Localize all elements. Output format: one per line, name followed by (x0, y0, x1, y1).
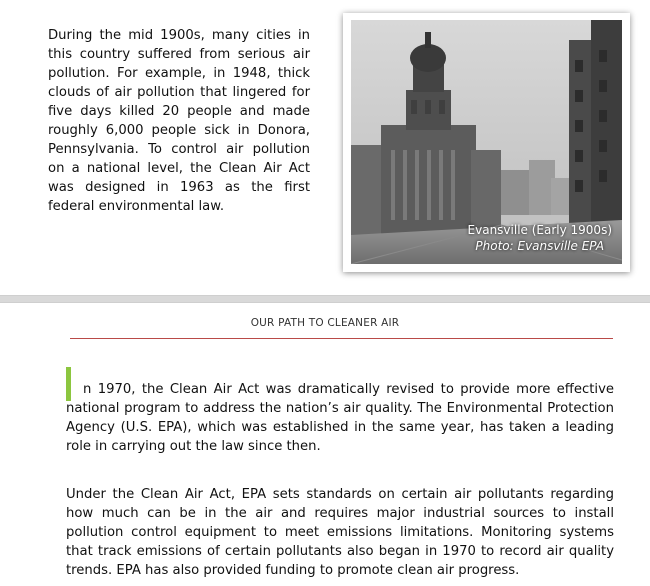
evansville-photo (351, 20, 622, 264)
body-paragraph-1: n 1970, the Clean Air Act was dramatically revised to provide more effective national program to address the nation’s air quality. The Environmental Protection Agency (U.S. EPA), which was established in the same year, has taken a leading role in carrying out the law since then. (66, 382, 614, 454)
section-title: OUR PATH TO CLEANER AIR (250, 317, 400, 329)
photo-frame (343, 13, 630, 272)
page-bottom (0, 302, 650, 586)
photo-caption-credit: Photo: Evansville EPA (475, 239, 605, 253)
intro-paragraph: During the mid 1900s, many cities in this country suffered from serious air pollution. For example, in 1948, thick clouds of air pollution that lingered for five days killed 20 people and made roughly 6,000 people sick in Donora, Pennsylvania. To control air pollution on a national level, the Clean Air Act was designed in 1963 as the first federal environmental law. (48, 28, 310, 214)
photo-caption (468, 222, 612, 254)
body-paragraph-2: Under the Clean Air Act, EPA sets standards on certain air pollutants regarding how much can be in the air and requires major industrial sources to install pollution control equipment to meet emissions limitations. Monitoring systems that track emissions of certain pollutants also began in 1970 to record air quality trends. EPA has also provided funding to promote clean air progress. (66, 487, 614, 578)
photo-caption-title: Evansville (Early 1900s) (467, 223, 612, 237)
title-divider (70, 338, 613, 339)
